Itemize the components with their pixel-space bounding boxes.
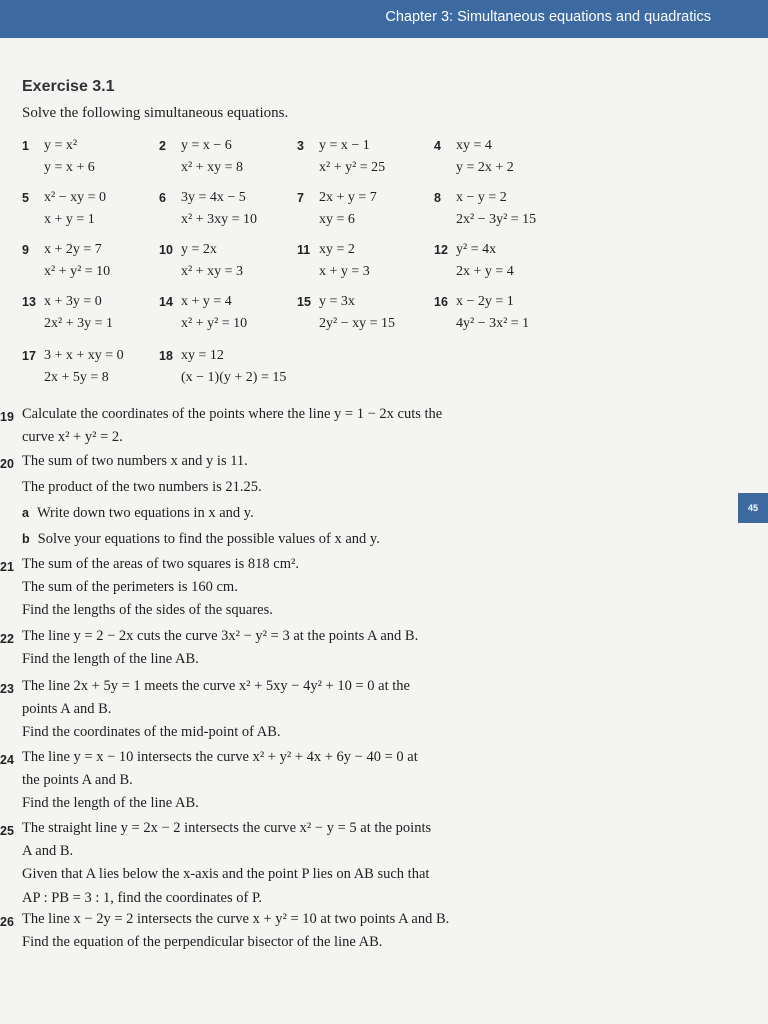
equation: x² − xy = 0 [44,190,106,205]
question-number: 8 [434,191,441,205]
equation: y = 2x + 2 [456,160,514,175]
short-question [22,242,162,288]
question-text: curve x² + y² = 2. [22,429,123,446]
question-text: Find the lengths of the sides of the squares. [22,602,273,619]
question-text: The sum of the perimeters is 160 cm. [22,579,238,596]
equation: y = x − 1 [319,138,370,153]
short-question [22,138,162,184]
short-question [297,294,437,340]
part-text: Write down two equations in x and y. [36,505,254,521]
equation: y = x² [44,138,78,153]
short-question [297,138,437,184]
equation: x² + y² = 25 [319,160,386,175]
short-question [297,242,437,288]
question-text: The straight line y = 2x − 2 intersects the curve x² − y = 5 at the points [22,820,432,836]
question-number: 3 [297,139,304,153]
equation: 2y² − xy = 15 [319,316,395,331]
short-question [159,348,299,394]
short-question [159,138,299,184]
equation: x − 2y = 1 [456,294,514,309]
question-number: 20 [0,457,14,471]
question-number: 21 [0,560,14,574]
question-number: 14 [159,295,173,309]
long-question [0,448,562,552]
equation: x² + y² = 10 [181,316,248,331]
question-number: 12 [434,243,448,257]
question-number: 22 [0,632,14,646]
question-number: 16 [434,295,448,309]
question-number: 26 [0,915,14,929]
equation: 2x + y = 4 [456,264,514,279]
question-text: The sum of the areas of two squares is 818 cm². [22,556,299,572]
long-question [0,553,562,623]
short-question [159,190,299,236]
question-text: A and B. [22,843,74,860]
short-question [434,138,574,184]
question-number: 24 [0,753,14,767]
equation: xy = 4 [456,138,492,153]
exercise-title: Exercise 3.1 [22,78,115,95]
question-text: Find the length of the line AB. [22,651,199,668]
question-number: 10 [159,243,173,257]
chapter-header-bar [0,0,768,38]
equation: xy = 12 [181,348,224,363]
page-number: 45 [747,503,758,513]
short-question [22,190,162,236]
question-text: The product of the two numbers is 21.25. [22,479,262,495]
question-number: 1 [22,139,29,153]
question-text: The line x − 2y = 2 intersects the curve x + y² = 10 at two points A and B. [22,911,450,927]
equation: 4y² − 3x² = 1 [456,316,530,331]
page-number-tab [738,493,768,523]
equation: x + y = 4 [181,294,232,309]
question-text: Find the coordinates of the mid-point of AB. [22,724,281,741]
short-question [434,242,574,288]
question-number: 25 [0,824,14,838]
question-number: 11 [297,243,311,257]
question-text: Find the length of the line AB. [22,795,199,812]
exercise-instruction: Solve the following simultaneous equations. [22,105,289,121]
long-question [0,746,562,816]
equation: x² + y² = 10 [44,264,111,279]
question-text: The line 2x + 5y = 1 meets the curve x² + 5xy − 4y² + 10 = 0 at the [22,678,410,694]
long-question [0,817,562,910]
question-number: 18 [159,349,173,363]
long-question [0,908,562,954]
question-part [22,526,562,552]
equation: x + 3y = 0 [44,294,102,309]
question-text: The line y = x − 10 intersects the curve x² + y² + 4x + 6y − 40 = 0 at [22,749,418,765]
equation: x + y = 1 [44,212,95,227]
equation: y = 3x [319,294,355,309]
equation: x² + xy = 8 [181,160,243,175]
part-label: a [22,506,29,520]
question-text: The line y = 2 − 2x cuts the curve 3x² − y² = 3 at the points A and B. [22,628,419,644]
equation: y² = 4x [456,242,497,257]
short-questions-grid [22,138,582,388]
question-text: The sum of two numbers x and y is 11. [22,453,248,469]
question-part [22,500,562,526]
question-text: points A and B. [22,701,112,718]
chapter-title: Chapter 3: Simultaneous equations and quadratics [385,9,711,25]
question-number: 19 [0,410,14,424]
equation: y = x + 6 [44,160,95,175]
question-text: Find the equation of the perpendicular bisector of the line AB. [22,934,383,951]
equation: (x − 1)(y + 2) = 15 [181,370,287,385]
equation: x² + xy = 3 [181,264,243,279]
equation: y = 2x [181,242,217,257]
question-text: AP : PB = 3 : 1, find the coordinates of P. [22,889,263,906]
question-text: Calculate the coordinates of the points where the line y = 1 − 2x cuts the [22,406,443,422]
short-question [22,348,162,394]
equation: x + 2y = 7 [44,242,102,257]
long-question [0,403,562,449]
equation: 3y = 4x − 5 [181,190,246,205]
part-text: Solve your equations to find the possible values of x and y. [37,531,380,547]
short-question [434,190,574,236]
question-text: the points A and B. [22,772,133,789]
question-number: 7 [297,191,304,205]
equation: xy = 6 [319,212,355,227]
equation: x − y = 2 [456,190,507,205]
part-label: b [22,532,30,546]
question-number: 5 [22,191,29,205]
question-text: Given that A lies below the x-axis and the point P lies on AB such that [22,866,430,883]
short-question [297,190,437,236]
short-question [159,242,299,288]
question-number: 15 [297,295,311,309]
equation: y = x − 6 [181,138,232,153]
question-number: 9 [22,243,29,257]
question-number: 17 [22,349,36,363]
equation: 3 + x + xy = 0 [44,348,124,363]
question-number: 2 [159,139,166,153]
question-number: 4 [434,139,441,153]
short-question [22,294,162,340]
equation: 2x² + 3y = 1 [44,316,113,331]
question-number: 6 [159,191,166,205]
equation: 2x² − 3y² = 15 [456,212,537,227]
question-number: 23 [0,682,14,696]
short-question [159,294,299,340]
long-question [0,625,562,671]
equation: x + y = 3 [319,264,370,279]
equation: 2x + 5y = 8 [44,370,109,385]
equation: 2x + y = 7 [319,190,377,205]
equation: x² + 3xy = 10 [181,212,257,227]
short-question [434,294,574,340]
equation: xy = 2 [319,242,355,257]
question-number: 13 [22,295,36,309]
long-question [0,675,562,745]
